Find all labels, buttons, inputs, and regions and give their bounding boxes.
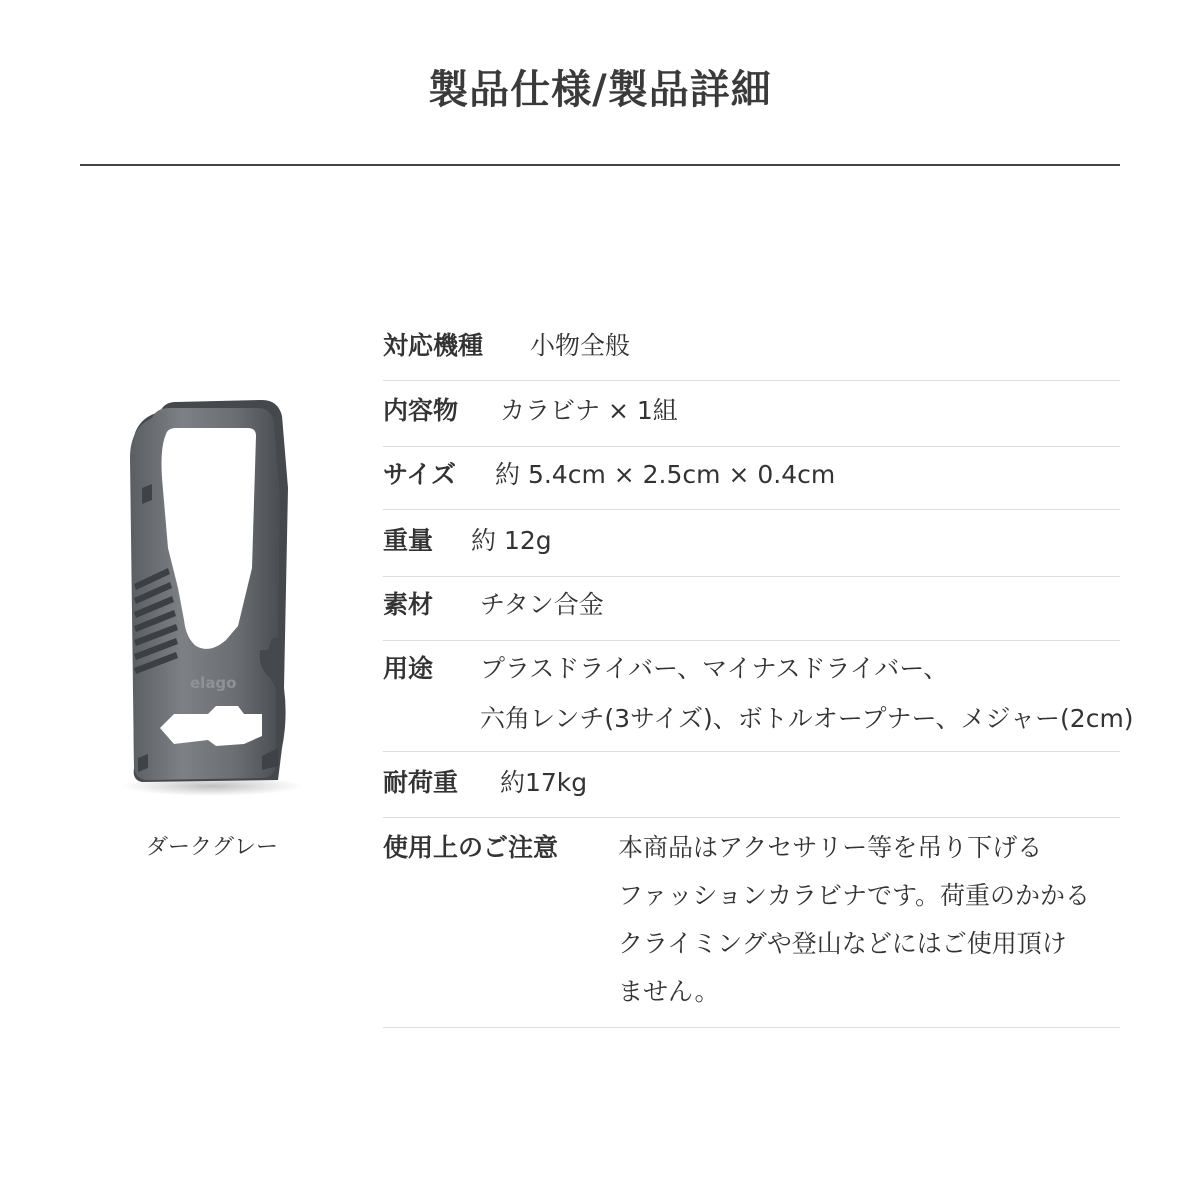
spec-value-line-4: ません。 bbox=[618, 977, 720, 1006]
spec-label: 内容物 bbox=[383, 396, 459, 425]
spec-value-line-2: ファッションカラビナです。荷重のかかる bbox=[618, 881, 1091, 910]
spec-value: 小物全般 bbox=[530, 331, 631, 360]
product-caption: ダークグレー bbox=[145, 835, 278, 860]
spec-row-usage-notes bbox=[383, 818, 1120, 1028]
product-image bbox=[112, 388, 312, 808]
spec-row-compatible-models bbox=[383, 322, 1120, 381]
spec-row-load-capacity bbox=[383, 752, 1120, 818]
spec-value: 約 5.4cm × 2.5cm × 0.4cm bbox=[495, 460, 836, 489]
spec-label: 重量 bbox=[383, 526, 434, 555]
spec-value: カラビナ × 1組 bbox=[500, 396, 678, 425]
spec-label: 用途 bbox=[383, 654, 434, 683]
spec-row-contents bbox=[383, 381, 1120, 447]
spec-value-line-1: プラスドライバー、マイナスドライバー、 bbox=[480, 654, 949, 683]
spec-row-usage bbox=[383, 641, 1134, 752]
spec-value-line-3: クライミングや登山などにはご使用頂け bbox=[618, 929, 1067, 958]
spec-label: 使用上のご注意 bbox=[383, 833, 559, 862]
spec-row-material bbox=[383, 577, 1120, 641]
spec-label: 素材 bbox=[383, 590, 434, 619]
spec-row-size bbox=[383, 447, 1120, 510]
spec-label: サイズ bbox=[383, 460, 457, 489]
spec-value-line-1: 本商品はアクセサリー等を吊り下げる bbox=[618, 833, 1043, 862]
spec-value: チタン合金 bbox=[480, 590, 604, 619]
spec-label: 対応機種 bbox=[383, 331, 484, 360]
title-divider bbox=[80, 164, 1120, 166]
spec-value: 約 12g bbox=[471, 526, 552, 555]
page-title: 製品仕様/製品詳細 bbox=[428, 67, 772, 113]
elago-logo: elago bbox=[190, 674, 237, 692]
spec-label: 耐荷重 bbox=[383, 768, 459, 797]
spec-row-weight bbox=[383, 510, 1120, 577]
spec-value: 約17kg bbox=[500, 768, 588, 797]
carabiner-illustration bbox=[112, 388, 312, 808]
spec-value-line-2: 六角レンチ(3サイズ)、ボトルオープナー、メジャー(2cm) bbox=[480, 704, 1134, 733]
